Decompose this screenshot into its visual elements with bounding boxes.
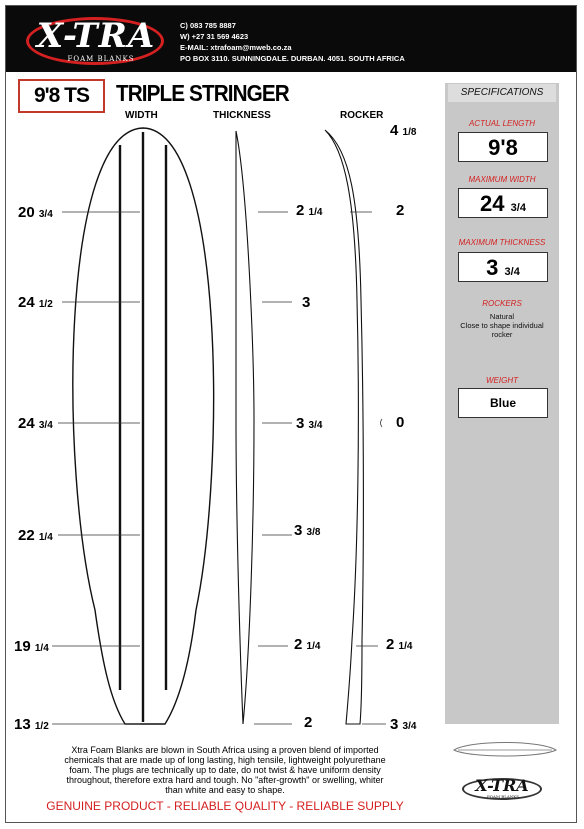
weight-label: WEIGHT [486, 376, 518, 385]
width-measure: 22 1/4 [18, 527, 53, 544]
width-measure: 13 1/2 [14, 716, 49, 733]
rocker-measure: 4 1/8 [390, 122, 417, 139]
maximum-width-value: 24 3/4 [458, 188, 548, 218]
width-measure: 24 3/4 [18, 415, 53, 432]
width-measure: 24 1/2 [18, 294, 53, 311]
maximum-width-label: MAXIMUM WIDTH [468, 175, 536, 184]
width-column-label: WIDTH [125, 110, 158, 121]
footer-description: Xtra Foam Blanks are blown in South Africa using a proven blend of imported chemicals that are made up of long lasting, high tensile, lightweight polyurethane foam. The plugs are technically up to date, do not twist & have uniform density throughout, therefore extra hard and tough. No "after-growth" or swelling, whiter than white and easy to shape. [64, 745, 386, 795]
rocker-measure: 0 [396, 414, 405, 431]
footer-logo-text: X-TRA [475, 776, 529, 795]
rocker-measure: 2 1/4 [386, 636, 413, 653]
model-title: TRIPLE STRINGER [116, 80, 289, 106]
contact-work: W) +27 31 569 4623 [180, 32, 249, 41]
footer-logo-subtitle: FOAM BLANKS [486, 794, 520, 799]
logo-subtitle: FOAM BLANKS [67, 55, 135, 63]
contact-address: PO BOX 3110. SUNNINGDALE. DURBAN. 4051. SOUTH AFRICA [180, 54, 405, 63]
rockers-label: ROCKERS [482, 299, 522, 308]
actual-length-label: ACTUAL LENGTH [468, 119, 536, 128]
width-measure: 20 3/4 [18, 204, 53, 221]
actual-length-value: 9'8 [458, 132, 548, 162]
footer-tagline: GENUINE PRODUCT - RELIABLE QUALITY - RELIABLE SUPPLY [46, 799, 404, 813]
specifications-heading: SPECIFICATIONS [448, 84, 556, 102]
thickness-measure: 2 1/4 [294, 636, 321, 653]
model-code-box: 9'8 TS [18, 79, 105, 113]
logo-text: X-TRA [36, 16, 156, 56]
maximum-thickness-label: MAXIMUM THICKNESS [458, 238, 546, 247]
rocker-column-label: ROCKER [340, 110, 384, 121]
contact-cell: C) 083 785 8887 [180, 21, 236, 30]
rocker-measure: 2 [396, 202, 405, 219]
rocker-measure: 3 3/4 [390, 716, 417, 733]
rocker-zero-mark [381, 419, 383, 427]
thickness-measure: 2 [304, 714, 313, 731]
footer-logo [462, 776, 544, 802]
mini-board-outline [454, 743, 556, 757]
thickness-profile [236, 131, 254, 724]
thickness-measure: 3 3/8 [294, 522, 321, 539]
rockers-description: Natural Close to shape individual rocker [460, 312, 544, 339]
maximum-thickness-value: 3 3/4 [458, 252, 548, 282]
contact-email: E-MAIL: xtrafoam@mweb.co.za [180, 43, 292, 52]
width-measure: 19 1/4 [14, 638, 49, 655]
thickness-measure: 2 1/4 [296, 202, 323, 219]
thickness-column-label: THICKNESS [213, 110, 271, 121]
weight-value: Blue [458, 388, 548, 418]
thickness-measure: 3 3/4 [296, 415, 323, 432]
rocker-profile [325, 130, 363, 724]
thickness-measure: 3 [302, 294, 311, 311]
